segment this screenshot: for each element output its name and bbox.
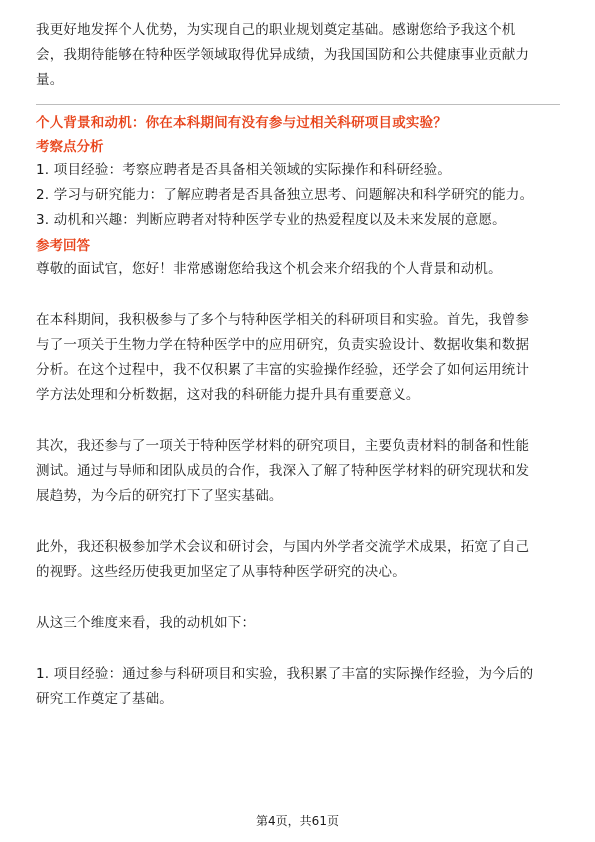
answer-paragraph-2 xyxy=(36,434,560,509)
greeting-text: 尊敬的面试官，您好！非常感谢您给我这个机会来介绍我的个人背景和动机。 xyxy=(36,261,502,277)
text-line: 分析。在这个过程中，我不仅积累了丰富的实验操作经验，还学会了如何运用统计 xyxy=(36,362,530,378)
text-line: 其次，我还参与了一项关于特种医学材料的研究项目，主要负责材料的制备和性能 xyxy=(36,438,530,454)
list-item: 2. 学习与研究能力：了解应聘者是否具备独立思考、问题解决和科学研究的能力。 xyxy=(36,187,534,203)
text-line: 在本科期间，我积极参与了多个与特种医学相关的科研项目和实验。首先，我曾参 xyxy=(36,312,530,328)
section-divider xyxy=(36,104,560,105)
text-line: 的视野。这些经历使我更加坚定了从事特种医学研究的决心。 xyxy=(36,564,406,580)
analysis-title: 考察点分析 xyxy=(36,139,104,155)
text-line: 会，我期待能够在特种医学领域取得优异成绩，为我国国防和公共健康事业贡献力 xyxy=(36,47,530,63)
text-line: 展趋势，为今后的研究打下了坚实基础。 xyxy=(36,488,283,504)
text-line: 我更好地发挥个人优势，为实现自己的职业规划奠定基础。感谢您给予我这个机 xyxy=(36,22,516,38)
text-line: 测试。通过与导师和团队成员的合作，我深入了解了特种医学材料的研究现状和发 xyxy=(36,463,530,479)
text-line: 1. 项目经验：通过参与科研项目和实验，我积累了丰富的实际操作经验，为今后的 xyxy=(36,666,534,682)
answer-title: 参考回答 xyxy=(36,238,90,254)
text-line: 学方法处理和分析数据，这对我的科研能力提升具有重要意义。 xyxy=(36,387,420,403)
text-line: 量。 xyxy=(36,72,64,88)
text-line: 研究工作奠定了基础。 xyxy=(36,691,173,707)
page-number-footer: 第4页，共61页 xyxy=(256,814,339,828)
answer-paragraph-1 xyxy=(36,308,560,408)
list-item: 1. 项目经验：考察应聘者是否具备相关领域的实际操作和科研经验。 xyxy=(36,162,452,178)
answer-paragraph-3 xyxy=(36,535,560,585)
answer-paragraph-4: 从这三个维度来看，我的动机如下： xyxy=(36,615,256,631)
answer-paragraph-5 xyxy=(36,662,560,712)
question-heading: 个人背景和动机：你在本科期间有没有参与过相关科研项目或实验？ xyxy=(36,115,447,131)
analysis-list xyxy=(36,158,560,233)
text-line: 与了一项关于生物力学在特种医学中的应用研究，负责实验设计、数据收集和数据 xyxy=(36,337,530,353)
document-page xyxy=(36,18,560,712)
list-item: 3. 动机和兴趣：判断应聘者对特种医学专业的热爱程度以及未来发展的意愿。 xyxy=(36,212,506,228)
text-line: 此外，我还积极参加学术会议和研讨会，与国内外学者交流学术成果，拓宽了自己 xyxy=(36,539,530,555)
intro-paragraph xyxy=(36,18,560,93)
